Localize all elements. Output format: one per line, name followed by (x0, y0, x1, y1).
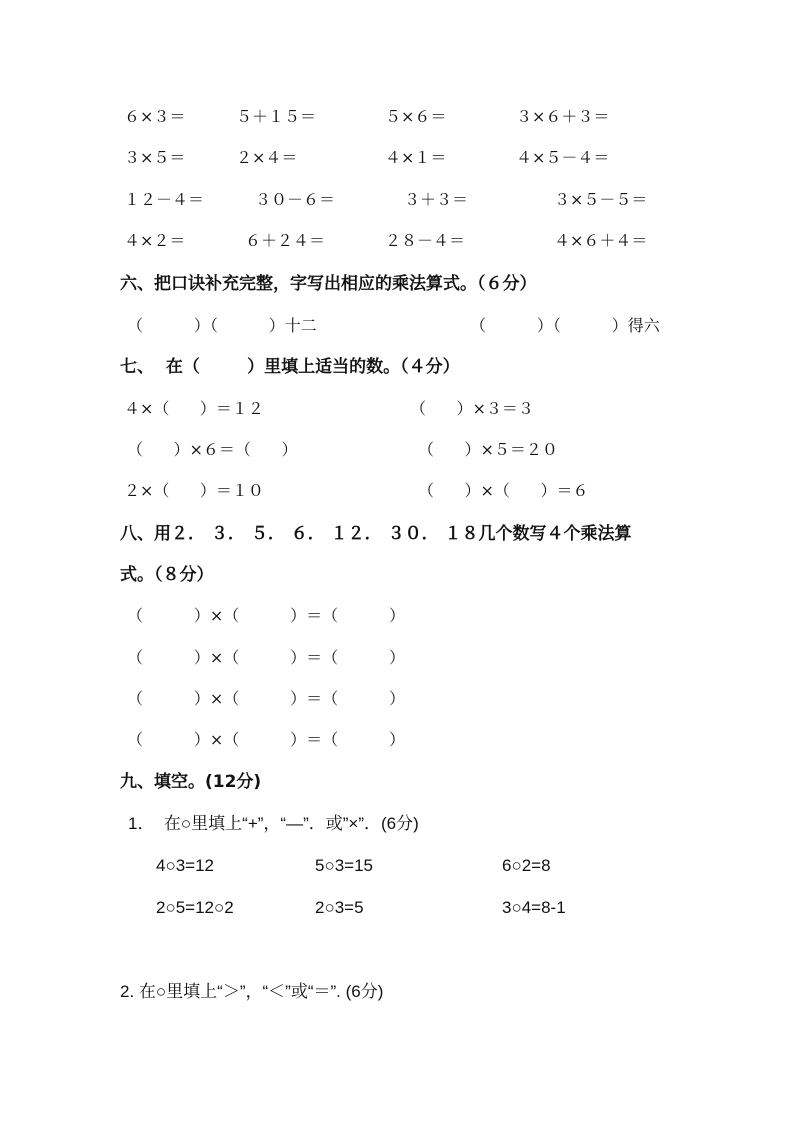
multiplication-blank-row (0, 684, 794, 714)
multiplication-blank-row (0, 601, 794, 631)
mnemonic-blank-left[interactable]: （ ）（ ）十二 (127, 316, 317, 335)
operator-expression[interactable]: 2○5=12○2 (156, 898, 234, 917)
operator-row (0, 851, 794, 881)
calc-expression: ２８－４＝ (385, 231, 466, 250)
question-two-label-row (0, 977, 794, 1007)
operator-expression[interactable]: 4○3=12 (156, 856, 215, 875)
multiplication-blank-expression[interactable]: （ ）×（ ）＝（ ） (127, 606, 405, 625)
fill-blank-expression[interactable]: ４×（ ）＝１２ (124, 399, 264, 418)
calc-expression: ３＋３＝ (404, 190, 469, 209)
calc-expression: ３×５－５＝ (554, 190, 648, 209)
calc-expression: ４×５－４＝ (516, 148, 610, 167)
calc-row (0, 143, 794, 173)
calc-expression: ４×２＝ (124, 231, 186, 250)
operator-row (0, 893, 794, 923)
calc-expression: ６×３＝ (124, 107, 186, 126)
question-two-label: 2. 在○里填上“＞”，“＜”或“＝”. (6分) (120, 982, 384, 1001)
fill-blank-expression[interactable]: （ ）×（ ）＝６ (418, 481, 589, 500)
calc-expression: ３×５＝ (124, 148, 186, 167)
operator-expression[interactable]: 2○3=5 (315, 898, 364, 917)
calc-expression: ４×６＋４＝ (554, 231, 648, 250)
operator-expression[interactable]: 5○3=15 (315, 856, 374, 875)
operator-expression[interactable]: 3○4=8-1 (502, 898, 566, 917)
section-seven-heading: 七、 在（ ）里填上适当的数。（４分） (120, 357, 460, 377)
multiplication-blank-row (0, 725, 794, 755)
mnemonic-row (0, 311, 794, 341)
operator-expression[interactable]: 6○2=8 (502, 856, 551, 875)
fill-row (0, 435, 794, 465)
calc-expression: ３０－６＝ (255, 190, 336, 209)
calc-expression: １２－４＝ (124, 190, 205, 209)
fill-blank-expression[interactable]: （ ）×５＝２０ (418, 440, 558, 459)
section-six-heading: 六、把口诀补充完整，字写出相应的乘法算式。（６分） (120, 274, 537, 294)
calc-expression: ３×６＋３＝ (516, 107, 610, 126)
fill-blank-expression[interactable]: （ ）×６＝（ ） (127, 440, 298, 459)
calc-row (0, 185, 794, 215)
multiplication-blank-expression[interactable]: （ ）×（ ）＝（ ） (127, 730, 405, 749)
calc-expression: ６＋２４＝ (245, 231, 326, 250)
calc-row (0, 102, 794, 132)
fill-row (0, 394, 794, 424)
fill-blank-expression[interactable]: ２×（ ）＝１０ (124, 481, 264, 500)
multiplication-blank-expression[interactable]: （ ）×（ ）＝（ ） (127, 648, 405, 667)
question-one-label: 1． 在○里填上“+”，“—”．或”×”．(6分) (128, 814, 419, 833)
section-eight-heading: 八、用２． ３． ５． ６． １２． ３０． １８几个数写４个乘法算 (120, 524, 632, 544)
calc-expression: ５＋１５＝ (236, 107, 317, 126)
fill-row (0, 476, 794, 506)
multiplication-blank-expression[interactable]: （ ）×（ ）＝（ ） (127, 689, 405, 708)
section-eight-heading-cont: 式。（８分） (120, 565, 214, 585)
question-one-label-row (0, 809, 794, 839)
section-nine-heading: 九、填空。(12分) (120, 772, 262, 792)
calc-expression: ４×１＝ (385, 148, 447, 167)
fill-blank-expression[interactable]: （ ）×３＝３ (410, 399, 534, 418)
calc-expression: ５×６＝ (385, 107, 447, 126)
mnemonic-blank-right[interactable]: （ ）（ ）得六 (470, 316, 660, 335)
calc-expression: ２×４＝ (236, 148, 298, 167)
multiplication-blank-row (0, 643, 794, 673)
calc-row (0, 226, 794, 256)
